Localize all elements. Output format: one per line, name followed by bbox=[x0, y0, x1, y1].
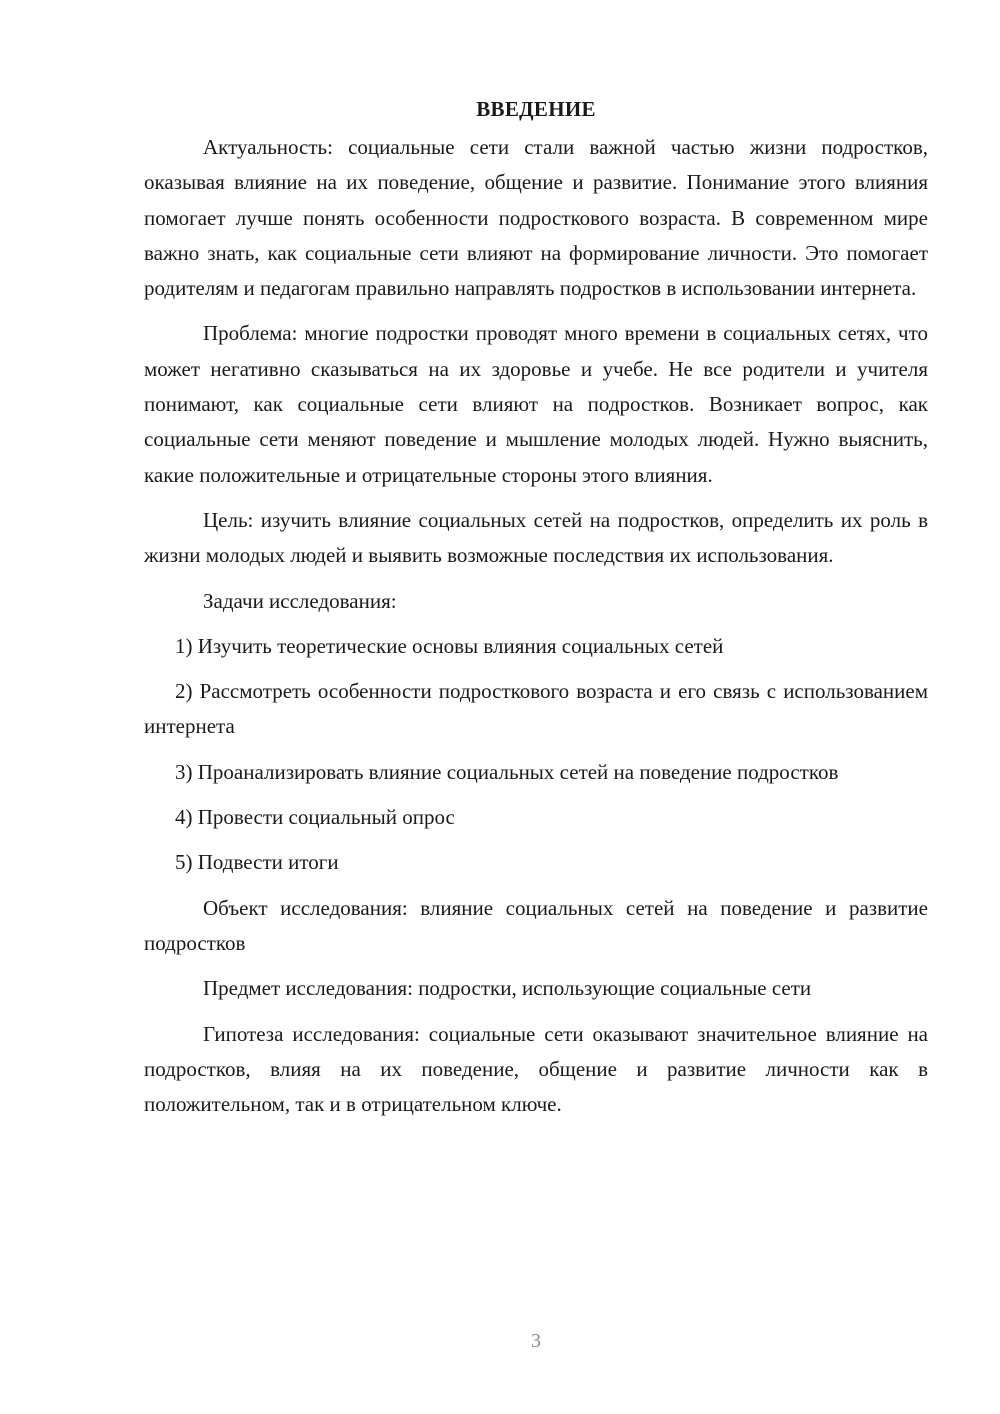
task-item-1: 1) Изучить теоретические основы влияния социальных сетей bbox=[175, 633, 724, 658]
paragraph-tasks-intro: Задачи исследования: bbox=[203, 588, 397, 613]
task-item-4: 4) Провести социальный опрос bbox=[175, 805, 455, 830]
paragraph-object: Объект исследования: влияние социальных сетей на поведение и развитие подростков bbox=[144, 895, 928, 955]
paragraph-subject: Предмет исследования: подростки, использующие социальные сети bbox=[203, 976, 812, 1001]
paragraph-hypothesis: Гипотеза исследования: социальные сети оказывают значительное влияние на подростков, влияя на их поведение, общение и развитие личности как в положительном, так и в отрицательном ключе. bbox=[144, 1021, 928, 1117]
page-number: 3 bbox=[531, 1330, 541, 1352]
task-item-3: 3) Проанализировать влияние социальных сетей на поведение подростков bbox=[175, 759, 839, 784]
paragraph-relevance: Актуальность: социальные сети стали важной частью жизни подростков, оказывая влияние на их поведение, общение и развитие. Понимание этого влияния помогает лучше понять особенности подросткового возраста. В современном мире важно знать, как социальные сети влияют на формирование личности. Это помогает родителям и педагогам правильно направлять подростков в использовании интернета. bbox=[144, 135, 928, 301]
paragraph-problem: Проблема: многие подростки проводят много времени в социальных сетях, что может негативно сказываться на их здоровье и учебе. Не все родители и учителя понимают, как социальные сети влияют на подростков. Возникает вопрос, как социальные сети меняют поведение и мышление молодых людей. Нужно выяснить, какие положительные и отрицательные стороны этого влияния. bbox=[144, 321, 928, 487]
task-item-5: 5) Подвести итоги bbox=[175, 850, 339, 875]
paragraph-goal: Цель: изучить влияние социальных сетей на подростков, определить их роль в жизни молодых людей и выявить возможные последствия их использования. bbox=[144, 507, 928, 568]
document-page bbox=[144, 92, 928, 1132]
task-item-2: 2) Рассмотреть особенности подросткового возраста и его связь с использованием интернета bbox=[144, 679, 928, 739]
page-title: ВВЕДЕНИЕ bbox=[476, 97, 596, 121]
